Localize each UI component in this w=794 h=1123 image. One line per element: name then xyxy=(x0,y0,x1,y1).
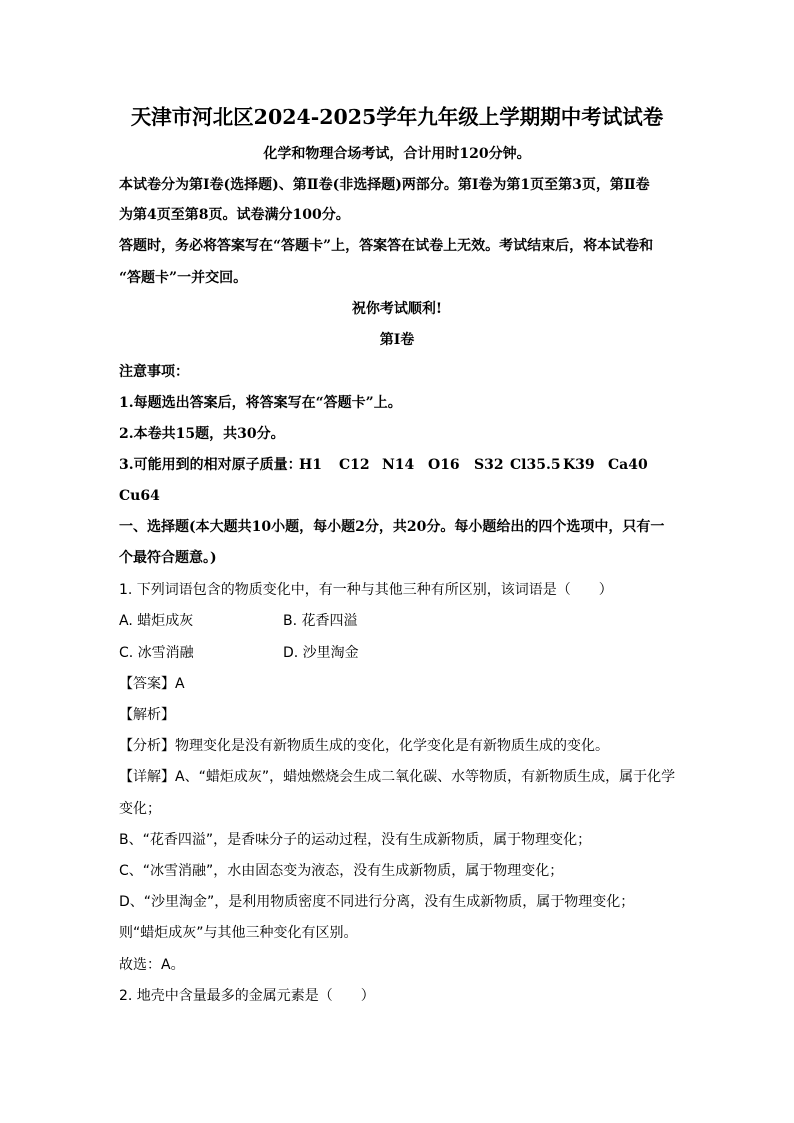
answer-label: 【答案】A xyxy=(119,676,185,692)
analysis-text: 【分析】物理变化是没有新物质生成的变化，化学变化是有新物质生成的变化。 xyxy=(119,738,609,754)
detail-text: C、“冰雪消融”，水由固态变为液态，没有生成新物质，属于物理变化； xyxy=(119,863,564,879)
conclusion-text: 则“蜡炬成灰”与其他三种变化有区别。 xyxy=(119,925,358,941)
question-option: A. 蜡炬成灰 xyxy=(119,613,194,629)
volume-heading: 第Ⅰ卷 xyxy=(379,332,415,348)
notes-heading: 注意事项： xyxy=(119,364,189,380)
atomic-mass-list xyxy=(119,455,679,475)
choice-text: 故选：A。 xyxy=(119,957,185,973)
atomic-mass-value: O16 xyxy=(428,457,460,473)
notes-item: 2.本卷共15题，共30分。 xyxy=(119,426,285,442)
question-stem: 2. 地壳中含量最多的金属元素是（ ） xyxy=(119,988,375,1004)
intro-line: 为第4页至第8页。试卷满分100分。 xyxy=(119,207,350,223)
intro-line: “答题卡”一并交回。 xyxy=(119,270,248,286)
detail-text: D、“沙里淘金”，是利用物质密度不同进行分离，没有生成新物质，属于物理变化； xyxy=(119,894,635,910)
detail-text: B、“花香四溢”，是香味分子的运动过程，没有生成新物质，属于物理变化； xyxy=(119,832,592,848)
atomic-mass-value: Ca40 xyxy=(608,457,648,473)
atomic-mass-value: Cu64 xyxy=(119,488,160,504)
section-heading: 个最符合题意。) xyxy=(119,550,217,566)
intro-line: 本试卷分为第Ⅰ卷(选择题)、第Ⅱ卷(非选择题)两部分。第Ⅰ卷为第1页至第3页，第Ⅱ卷 xyxy=(119,177,650,193)
question-stem: 1. 下列词语包含的物质变化中，有一种与其他三种有所区别，该词语是（ ） xyxy=(119,582,613,598)
atomic-mass-value: N14 xyxy=(382,457,415,473)
detail-text: 【详解】A、“蜡炬成灰”，蜡烛燃烧会生成二氧化碳、水等物质，有新物质生成，属于化学 xyxy=(119,769,676,785)
exam-subtitle: 化学和物理合场考试，合计用时120分钟。 xyxy=(263,146,531,162)
analysis-heading: 【解析】 xyxy=(119,707,175,723)
atomic-mass-value: K39 xyxy=(563,457,595,473)
good-luck-text: 祝你考试顺利! xyxy=(351,301,443,317)
exam-title: 天津市河北区2024-2025学年九年级上学期期中考试试卷 xyxy=(130,105,664,129)
atomic-mass-value: S32 xyxy=(474,457,504,473)
atomic-mass-value: H1 xyxy=(299,457,322,473)
question-option: D. 沙里淘金 xyxy=(283,645,359,661)
notes-item: 1.每题选出答案后，将答案写在“答题卡”上。 xyxy=(119,395,402,411)
intro-line: 答题时，务必将答案写在“答题卡”上，答案答在试卷上无效。考试结束后，将本试卷和 xyxy=(119,238,654,254)
atomic-mass-value: C12 xyxy=(339,457,370,473)
atomic-mass-value: Cl35.5 xyxy=(510,457,561,473)
question-option: C. 冰雪消融 xyxy=(119,645,194,661)
question-option: B. 花香四溢 xyxy=(283,613,358,629)
atomic-mass-label: 3.可能用到的相对原子质量： xyxy=(119,457,302,473)
section-heading: 一、选择题(本大题共10小题，每小题2分，共20分。每小题给出的四个选项中，只有一 xyxy=(119,519,665,535)
detail-text: 变化； xyxy=(119,801,161,817)
